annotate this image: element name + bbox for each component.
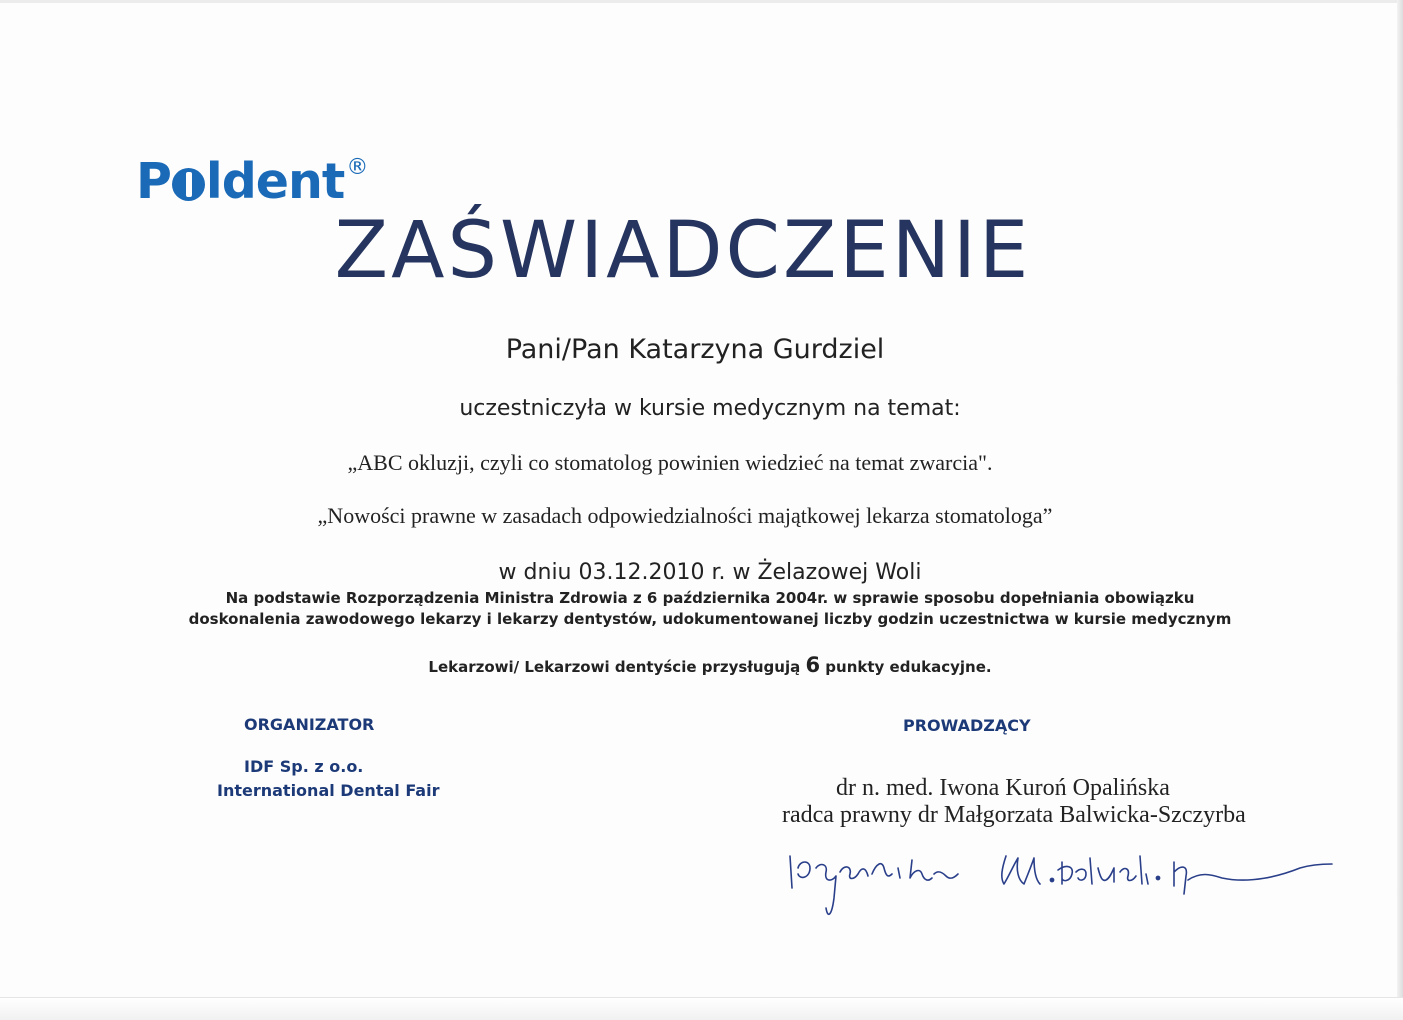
points-number: 6 [805,653,821,677]
organizer-name: IDF Sp. z o.o. [244,757,364,776]
scan-top-edge [0,0,1403,3]
recipient-name: Pani/Pan Katarzyna Gurdziel [505,334,885,365]
scan-bottom-edge [0,997,1403,1020]
course-date-place: w dniu 03.12.2010 r. w Żelazowej Woli [498,560,922,585]
handwritten-signatures [770,838,1350,928]
legal-basis-line-1: Na podstawie Rozporządzenia Ministra Zdrowia z 6 października 2004r. w sprawie sposobu dopełniania obowiązku [225,589,1195,607]
poldent-logo: P ldent® [136,153,368,210]
lecturer-1-name: dr n. med. Iwona Kuroń Opalińska [836,775,1170,801]
organizer-full-name: International Dental Fair [217,781,440,800]
participation-text: uczestniczyła w kursie medycznym na temat: [459,396,961,421]
course-topic-1: „ABC okluzji, czyli co stomatolog powinien wiedzieć na temat zwarcia". [347,450,993,475]
education-points: Lekarzowi/ Lekarzowi dentyście przysługują 6 punkty edukacyjne. [428,653,992,677]
certificate-title: ZAŚWIADCZENIE [334,206,1032,296]
organizer-heading: ORGANIZATOR [244,715,375,734]
course-topic-2: „Nowości prawne w zasadach odpowiedzialności majątkowej lekarza stomatologa” [317,503,1053,528]
lecturers-heading: PROWADZĄCY [903,716,1031,735]
scan-right-edge [1397,0,1403,1020]
lecturer-2-name: radca prawny dr Małgorzata Balwicka-Szczyrba [782,802,1246,828]
legal-basis-line-2: doskonalenia zawodowego lekarzy i lekarzy dentystów, udokumentowanej liczby godzin uczestnictwa w kursie medycznym [188,610,1232,628]
